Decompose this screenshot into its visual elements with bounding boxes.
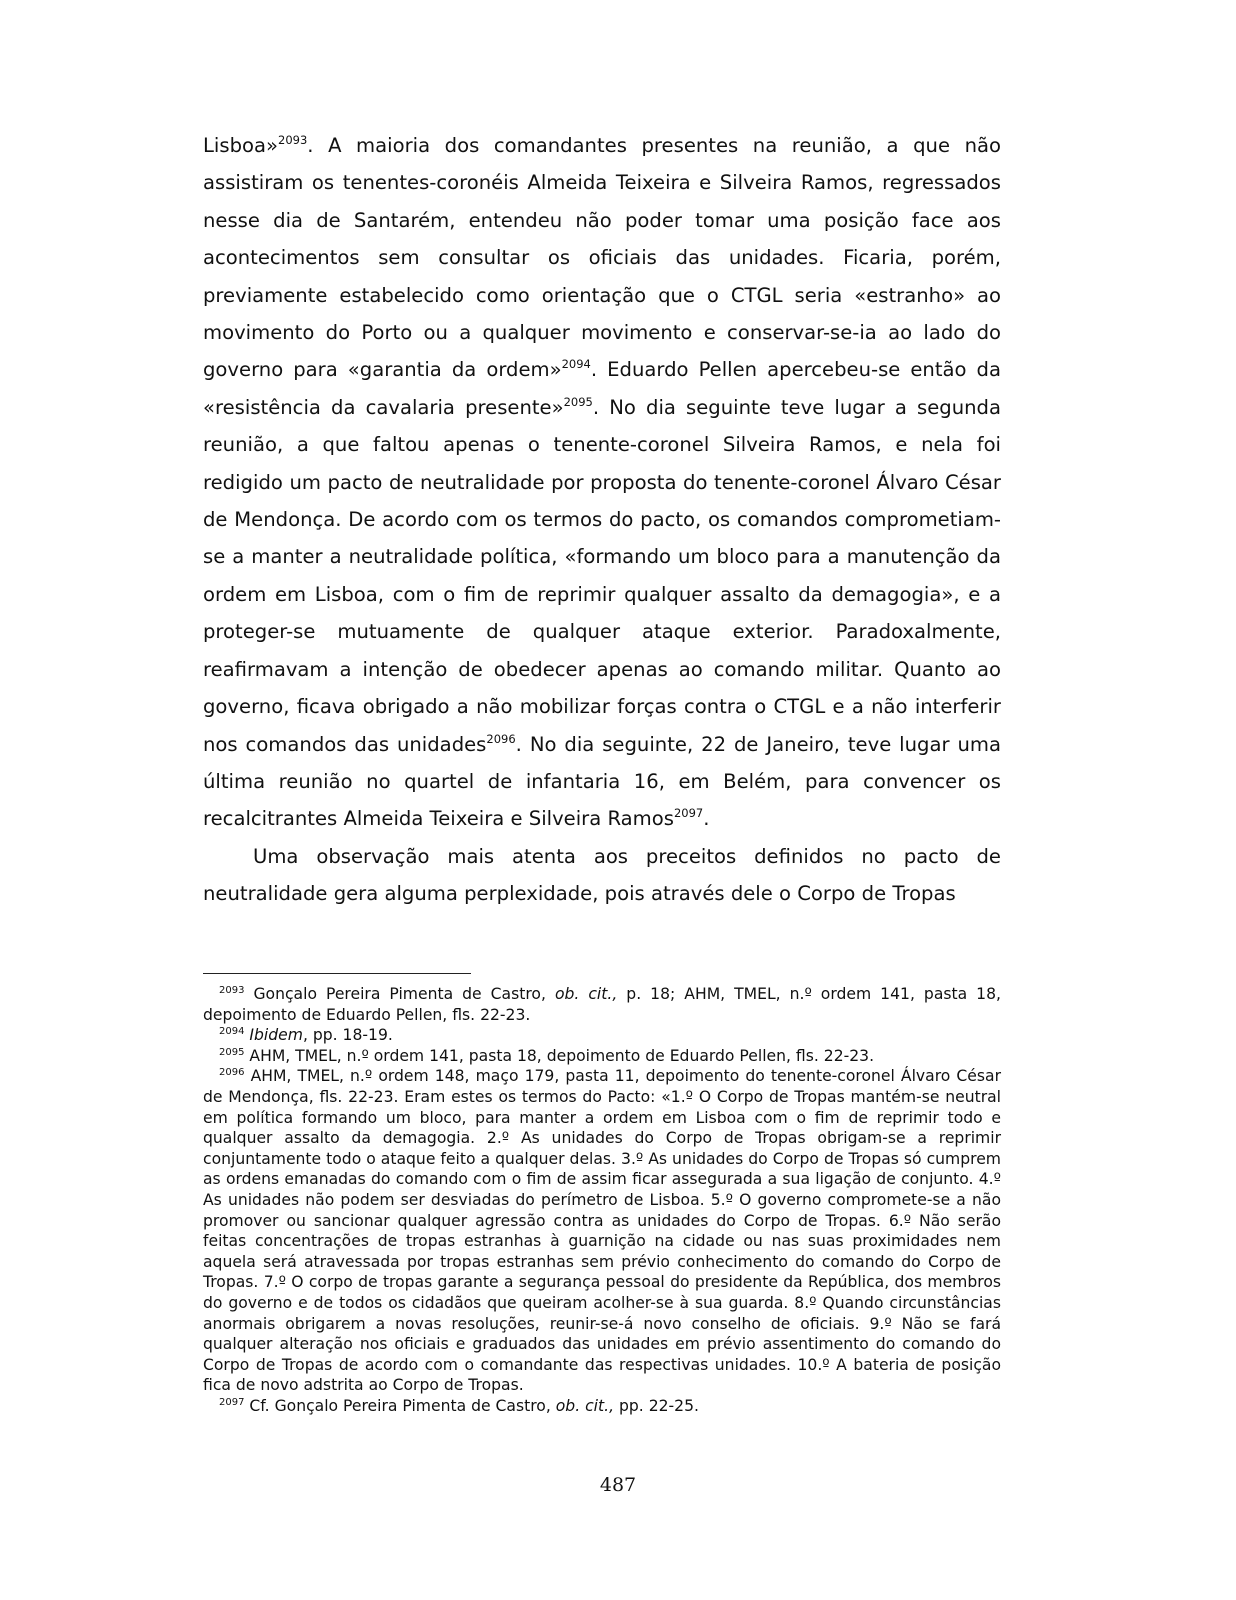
- footnote-2094: $^{2094}$ Ibidem, pp. 18-19.: [219, 1026, 393, 1045]
- footnote-separator: [203, 973, 471, 974]
- paragraph-1: Lisboa»$^{2093}$. A maioria dos comandantes presentes na reunião, a que não assistiram os tenentes-coronéis Almeida Teixeira e Silveira Ramos, regressados nesse dia de Santarém, entendeu não poder tomar uma posição face aos acontecimentos sem consultar os oficiais das unidades. Ficaria, porém, previamente estabelecido como orientação que o CTGL seria «estranho» ao movimento do Porto ou a qualquer movimento e conservar-se-ia ao lado do governo para «garantia da ordem»$^{2094}$. Eduardo Pellen apercebeu-se então da «resistência da cavalaria presente»$^{2095}$. No dia seguinte teve lugar a segunda reunião, a que faltou apenas o tenente-coronel Silveira Ramos, e nela foi redigido um pacto de neutralidade por proposta do tenente-coronel Álvaro César de Mendonça. De acordo com os termos do pacto, os comandos comprometiam-se a manter a neutralidade política, «formando um bloco para a manutenção da ordem em Lisboa, com o fim de reprimir qualquer assalto da demagogia», e a proteger-se mutuamente de qualquer ataque exterior. Paradoxalmente, reafirmavam a intenção de obedecer apenas ao comando militar. Quanto ao governo, ficava obrigado a não mobilizar forças contra o CTGL e a não interferir nos comandos das unidades$^{2096}$. No dia seguinte, 22 de Janeiro, teve lugar uma última reunião no quartel de infantaria 16, em Belém, para convencer os recalcitrantes Almeida Teixeira e Silveira Ramos$^{2097}$.: [203, 133, 1001, 831]
- footnotes: [203, 984, 1001, 1416]
- footnote-ref-2095[interactable]: 2095: [563, 394, 593, 409]
- footnote-ref-2093[interactable]: 2093: [278, 133, 308, 147]
- main-text: [203, 127, 1001, 913]
- paragraph-2: Uma observação mais atenta aos preceitos definidos no pacto de neutralidade gera alguma perplexidade, pois através dele o Corpo de Tropas: [203, 844, 1001, 906]
- footnote-number: 2096: [219, 1067, 245, 1079]
- footnote-number: 2093: [219, 985, 245, 996]
- footnote-ref-2097[interactable]: 2097: [673, 806, 704, 821]
- footnote-2097: $^{2097}$ Cf. Gonçalo Pereira Pimenta de Castro, ob. cit., pp. 22-25.: [219, 1396, 699, 1415]
- footnote-2096: $^{2096}$ AHM, TMEL, n.º ordem 148, maço 179, pasta 11, depoimento do tenente-coronel Álvaro César de Mendonça, fls. 22-23. Eram estes os termos do Pacto: «1.º O Corpo de Tropas mantém-se neutral em política formando um bloco, para manter a ordem em Lisboa com o fim de reprimir todo e qualquer assalto da demagogia. 2.º As unidades do Corpo de Tropas obrigam-se a reprimir conjuntamente todo o ataque feito a qualquer delas. 3.º As unidades do Corpo de Tropas só cumprem as ordens emanadas do comando com o fim de assim ficar assegurada a sua ligação de conjunto. 4.º As unidades não podem ser desviadas do perímetro de Lisboa. 5.º O governo compromete-se a não promover ou sancionar qualquer agressão contra as unidades do Corpo de Tropas. 6.º Não serão feitas concentrações de tropas estranhas à guarnição na cidade ou nas suas proximidades nem aquela será atravessada por tropas estranhas sem prévio conhecimento do comando do Corpo de Tropas. 7.º O corpo de tropas garante a segurança pessoal do presidente da República, dos membros do governo e de todos os cidadãos que queiram acolher-se à sua guarda. 8.º Quando circunstâncias anormais obrigarem a novas resoluções, reunir-se-á novo conselho de oficiais. 9.º Não se fará qualquer alteração nos oficiais e graduados das unidades em prévio assentimento do comando do Corpo de Tropas de acordo com o comandante das respectivas unidades. 10.º A bateria de posição fica de novo adstrita ao Corpo de Tropas.: [203, 1067, 1001, 1395]
- footnote-ref-2096[interactable]: 2096: [486, 731, 516, 746]
- footnote-number: 2095: [219, 1046, 245, 1058]
- footnote-ref-2094[interactable]: 2094: [561, 357, 591, 372]
- footnote-2093: $^{2093}$ Gonçalo Pereira Pimenta de Castro, ob. cit., p. 18; AHM, TMEL, n.º ordem 141, pasta 18, depoimento de Eduardo Pellen, fls. 22-23.: [203, 985, 1001, 1024]
- footnote-number: 2097: [219, 1396, 245, 1408]
- footnote-2095: $^{2095}$ AHM, TMEL, n.º ordem 141, pasta 18, depoimento de Eduardo Pellen, fls. 22-23.: [219, 1046, 875, 1065]
- footnote-number: 2094: [219, 1026, 245, 1038]
- page-number: 487: [599, 1474, 637, 1496]
